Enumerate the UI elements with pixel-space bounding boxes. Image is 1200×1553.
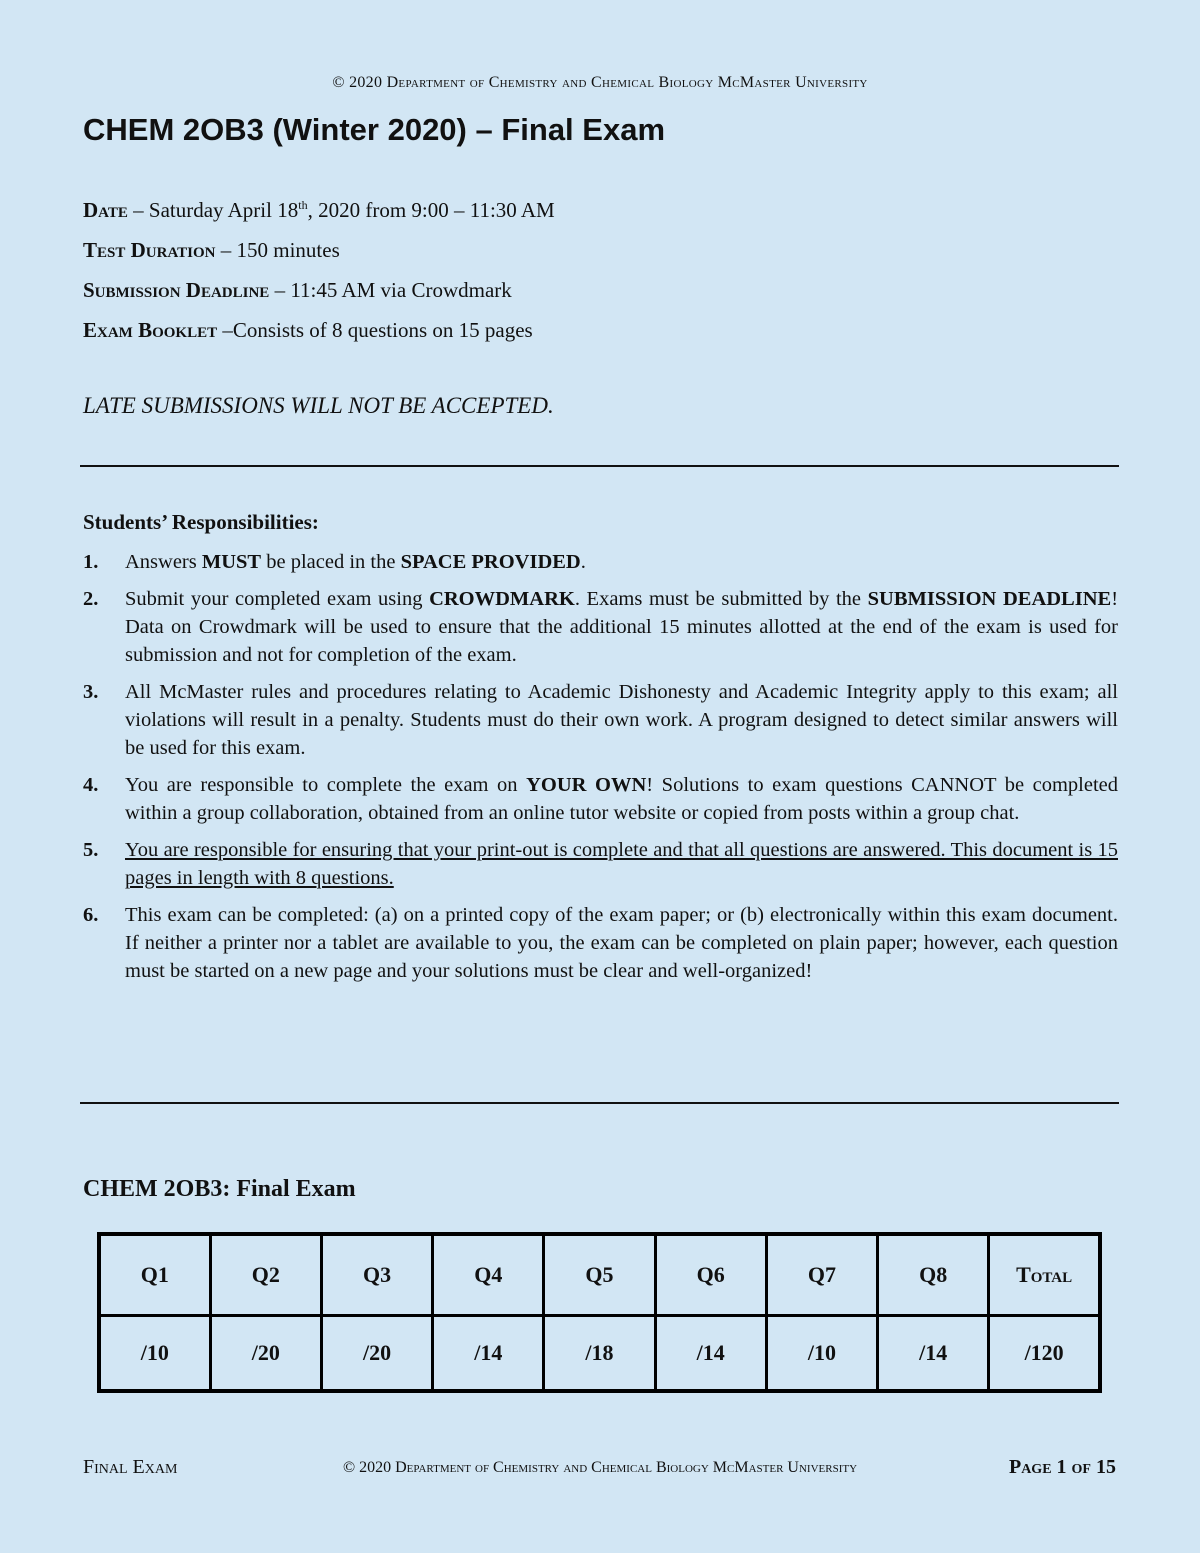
date-line — [83, 198, 555, 223]
question-header: Q2 — [210, 1234, 321, 1316]
item-number: 4. — [83, 774, 99, 796]
divider-bottom — [80, 1102, 1119, 1104]
list-item — [83, 678, 1118, 762]
exam-title: CHEM 2OB3 (Winter 2020) – Final Exam — [83, 112, 666, 147]
deadline-label: Submission Deadline — [83, 278, 270, 302]
item-text: You are responsible to complete the exam on — [125, 774, 527, 796]
duration-label: Test Duration — [83, 238, 216, 262]
item-text: . — [580, 551, 586, 573]
item-text: Answers — [125, 551, 202, 573]
points-cell: /20 — [210, 1316, 321, 1392]
deadline-line — [83, 278, 512, 303]
booklet-label: Exam Booklet — [83, 318, 218, 342]
item-emphasis: SUBMISSION DEADLINE — [867, 588, 1112, 610]
item-emphasis: CROWDMARK — [429, 588, 575, 610]
list-item — [83, 836, 1118, 892]
points-cell: /18 — [544, 1316, 655, 1392]
item-text: You are responsible for ensuring that your print-out is complete and that all questions are answered. This document is 15 pages in length with 8 questions. — [125, 839, 1118, 889]
table-row — [99, 1234, 1100, 1316]
date-label: Date — [83, 198, 128, 222]
item-text: ! Solutions to exam questions CANNOT be completed within a group collaboration, obtained from an online tutor website or copied from posts within a group chat. — [125, 774, 1119, 824]
score-section-heading: CHEM 2OB3: Final Exam — [83, 1176, 356, 1202]
duration-line — [83, 238, 340, 263]
page-current: 1 — [1056, 1456, 1067, 1478]
table-row — [99, 1316, 1100, 1392]
list-item — [83, 771, 1118, 827]
responsibilities-heading: Students’ Responsibilities: — [83, 510, 319, 534]
page-of: of — [1066, 1456, 1096, 1478]
total-header: Total — [989, 1234, 1100, 1316]
page-label: Page — [1008, 1456, 1057, 1478]
question-header: Q7 — [766, 1234, 877, 1316]
item-emphasis: YOUR OWN — [526, 774, 647, 796]
question-header: Q3 — [321, 1234, 432, 1316]
list-item — [83, 901, 1118, 985]
item-text: ! Data on Crowdmark will be used to ensure that the additional 15 minutes allotted at the end of the exam is used for submission and not for completion of the exam. — [125, 588, 1119, 666]
points-cell: /14 — [878, 1316, 989, 1392]
page-number — [1009, 1456, 1116, 1479]
list-item — [83, 585, 1118, 669]
question-header: Q5 — [544, 1234, 655, 1316]
date-prefix: – Saturday April 18 — [127, 198, 299, 222]
question-header: Q4 — [433, 1234, 544, 1316]
late-notice: LATE SUBMISSIONS WILL NOT BE ACCEPTED. — [83, 393, 554, 418]
item-text: This exam can be completed: (a) on a printed copy of the exam paper; or (b) electronically within this exam document. If neither a printer nor a tablet are available to you, the exam can be completed on plain paper; however, each question must be started on a new page and your solutions must be clear and well-organized! — [125, 904, 1118, 982]
page-header: © 2020 Department of Chemistry and Chemical Biology McMaster University — [332, 74, 868, 91]
points-cell: /10 — [766, 1316, 877, 1392]
page-total: 15 — [1096, 1456, 1116, 1478]
divider-top — [80, 465, 1119, 467]
footer-center: © 2020 Department of Chemistry and Chemical Biology McMaster University — [342, 1459, 858, 1476]
item-text: . Exams must be submitted by the — [574, 588, 868, 610]
item-number: 5. — [83, 839, 99, 861]
list-item — [83, 548, 1118, 576]
responsibilities-list — [83, 548, 1118, 994]
date-sup: th — [298, 198, 308, 212]
points-cell: /14 — [655, 1316, 766, 1392]
item-number: 6. — [83, 904, 99, 926]
points-cell: /20 — [321, 1316, 432, 1392]
booklet-value: –Consists of 8 questions on 15 pages — [217, 318, 533, 342]
duration-value: – 150 minutes — [215, 238, 340, 262]
score-table — [97, 1232, 1102, 1393]
points-cell: /10 — [99, 1316, 210, 1392]
item-text: be placed in the — [261, 551, 401, 573]
item-number: 2. — [83, 588, 99, 610]
question-header: Q6 — [655, 1234, 766, 1316]
date-suffix: , 2020 from 9:00 – 11:30 AM — [307, 198, 555, 222]
deadline-value: – 11:45 AM via Crowdmark — [269, 278, 512, 302]
item-emphasis: MUST — [201, 551, 262, 573]
item-number: 3. — [83, 681, 99, 703]
item-emphasis: SPACE PROVIDED — [400, 551, 581, 573]
item-text: Submit your completed exam using — [125, 588, 430, 610]
footer-left: Final Exam — [83, 1456, 178, 1478]
total-points-cell: /120 — [989, 1316, 1100, 1392]
booklet-line — [83, 318, 533, 343]
points-cell: /14 — [433, 1316, 544, 1392]
item-text: All McMaster rules and procedures relating to Academic Dishonesty and Academic Integrity apply to this exam; all violations will result in a penalty. Students must do their own work. A program designed to detect similar answers will be used for this exam. — [125, 681, 1118, 759]
item-number: 1. — [83, 551, 99, 573]
question-header: Q1 — [99, 1234, 210, 1316]
question-header: Q8 — [878, 1234, 989, 1316]
